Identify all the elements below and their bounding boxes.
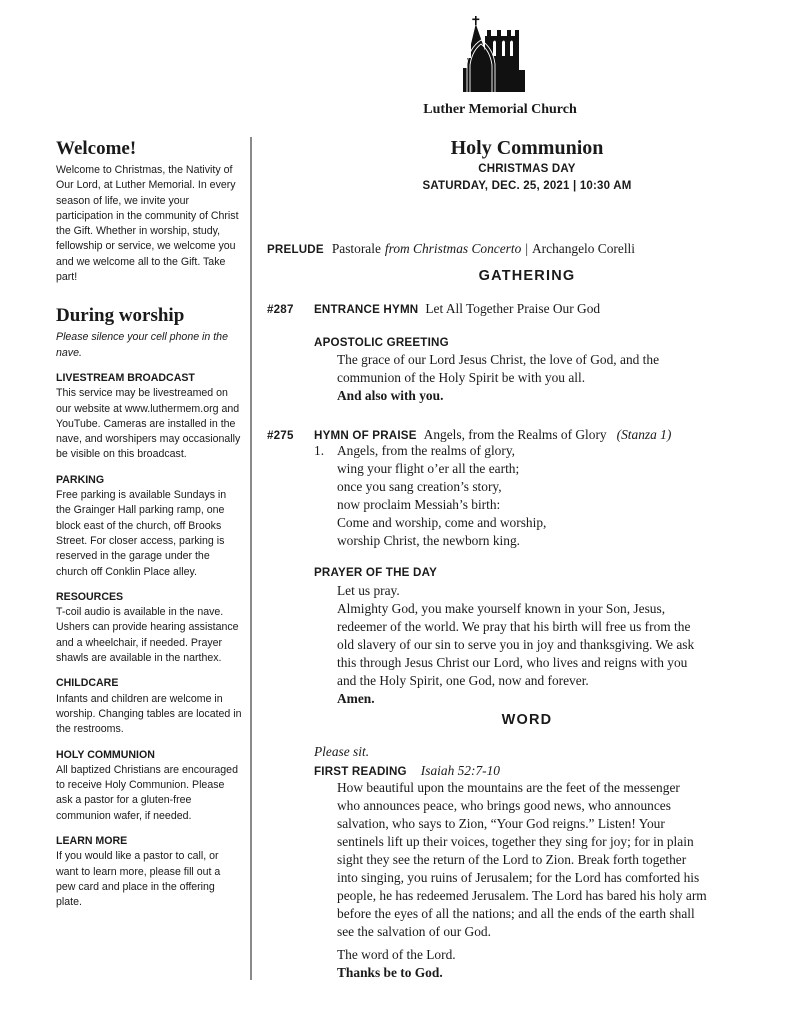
prayer-line: and the Holy Spirit, one God, now and forever. xyxy=(337,673,589,688)
info-block-text: Infants and children are welcome in worship. Changing tables are located in the restrooms. xyxy=(56,692,242,736)
church-name: Luther Memorial Church xyxy=(423,102,577,117)
info-block-text: T-coil audio is available in the nave. Ushers can provide hearing assistance and a wheelchair, if needed. Prayer shawls are available in the narthex. xyxy=(56,606,239,665)
info-block-childcare xyxy=(56,676,242,737)
prelude-piece: Pastorale xyxy=(331,241,381,256)
reading-line: into singing, you ruins of Jerusalem; for the Lord has comforted his xyxy=(337,870,700,885)
entrance-hymn-title: Let All Together Praise Our God xyxy=(425,301,601,316)
sidebar xyxy=(56,138,242,910)
section-gathering: GATHERING xyxy=(478,268,576,284)
service-date: SATURDAY, DEC. 25, 2021 | 10:30 AM xyxy=(422,180,632,192)
service-subtitle: CHRISTMAS DAY xyxy=(478,163,576,175)
hymn-line: Angels, from the realms of glory, xyxy=(337,443,516,458)
church-building-icon xyxy=(459,14,533,94)
first-reading-reference: Isaiah 52:7-10 xyxy=(420,763,501,778)
greeting-line: communion of the Holy Spirit be with you all. xyxy=(337,370,586,385)
prelude-label: PRELUDE xyxy=(267,243,324,256)
info-block-title: LEARN MORE xyxy=(56,834,128,847)
section-word: WORD xyxy=(501,712,553,728)
prayer-line: redeemer of the world. We pray that his birth will free us from the xyxy=(337,619,691,634)
first-reading-text xyxy=(337,779,727,982)
stanza-number: 1. xyxy=(314,443,325,458)
hymn-line: Come and worship, come and worship, xyxy=(337,515,547,530)
prayer-line: this through Jesus Christ our Lord, who lives and reigns with you xyxy=(337,655,688,670)
reading-line: see the salvation of our God. xyxy=(337,924,491,939)
service-title: Holy Communion xyxy=(450,137,604,159)
reading-line: sentinels lift up their voices, together they sing for joy; for in plain xyxy=(337,834,694,849)
silence-phone-note: Please silence your cell phone in the nave. xyxy=(56,331,228,359)
info-block-holy-communion xyxy=(56,748,242,824)
info-block-title: LIVESTREAM BROADCAST xyxy=(56,371,195,384)
prayer-line: Almighty God, you make yourself known in your Son, Jesus, xyxy=(337,601,666,616)
info-block-parking xyxy=(56,473,242,580)
sit-instruction: Please sit. xyxy=(314,744,370,759)
hymn-line: worship Christ, the newborn king. xyxy=(337,533,520,548)
first-reading-label: FIRST READING xyxy=(314,765,407,778)
hymn-number: #287 xyxy=(267,303,294,316)
greeting-label: APOSTOLIC GREETING xyxy=(314,336,449,349)
prayer-line: old slavery of our sin to serve you in joy and thanksgiving. We ask xyxy=(337,637,695,652)
hymn-line: once you sang creation’s story, xyxy=(337,479,502,494)
prayer-intro: Let us pray. xyxy=(337,583,400,598)
hymn-of-praise-label: HYMN OF PRAISE xyxy=(314,429,417,442)
greeting-text xyxy=(337,351,727,405)
column-divider xyxy=(250,137,252,980)
welcome-text: Welcome to Christmas, the Nativity of Our Lord, at Luther Memorial. In every season of life, we invite your participation in the community of Christ the Gift. Whether in worship, study, fellowship or service, we welcome you and we welcome all to the Gift. Take part! xyxy=(56,164,239,284)
reading-line: who announces peace, who brings good news, who announces xyxy=(337,798,671,813)
info-block-livestream xyxy=(56,371,242,463)
info-block-title: HOLY COMMUNION xyxy=(56,748,155,761)
greeting-line: The grace of our Lord Jesus Christ, the love of God, and the xyxy=(337,352,660,367)
info-block-title: CHILDCARE xyxy=(56,677,119,690)
info-block-text: This service may be livestreamed on our website at www.luthermem.org and YouTube. Cameras are installed in the nave, and worshipers may occasionally be visible on this broadcast. xyxy=(56,387,241,461)
info-block-text: If you would like a pastor to call, or want to learn more, please fill out a pew card and place in the offering plate. xyxy=(56,850,221,909)
info-block-resources xyxy=(56,590,242,666)
hymn-stanza-text xyxy=(337,442,727,550)
prelude-row xyxy=(267,240,635,258)
info-block-text: Free parking is available Sundays in the Grainger Hall parking ramp, one block east of the church, off Brooks Street. For closer access, parking is reserved in the garage under the church off Conklin Place alley. xyxy=(56,489,227,578)
prelude-separator: | xyxy=(525,241,528,256)
info-block-text: All baptized Christians are encouraged to receive Holy Communion. Please ask a pastor for a gluten-free communion wafer, if needed. xyxy=(56,763,238,822)
reading-response: Thanks be to God. xyxy=(337,965,443,980)
info-block-title: PARKING xyxy=(56,473,105,486)
entrance-hymn-row xyxy=(267,300,600,318)
hymn-number: #275 xyxy=(267,429,294,442)
prayer-label: PRAYER OF THE DAY xyxy=(314,566,438,579)
hymn-line: now proclaim Messiah’s birth: xyxy=(337,497,501,512)
hymn-of-praise-title: Angels, from the Realms of Glory xyxy=(423,427,607,442)
first-reading-row xyxy=(314,762,500,780)
reading-line: before the eyes of all the nations; and all the ends of the earth shall xyxy=(337,906,695,921)
greeting-response: And also with you. xyxy=(337,388,444,403)
prelude-composer: Archangelo Corelli xyxy=(532,241,635,256)
info-block-title: RESOURCES xyxy=(56,590,124,603)
hymn-stanza-note: (Stanza 1) xyxy=(616,427,672,442)
reading-line: people, he has redeemed Jerusalem. The Lord has bared his holy arm xyxy=(337,888,707,903)
prayer-response: Amen. xyxy=(337,691,375,706)
welcome-heading: Welcome! xyxy=(56,138,137,159)
prayer-text xyxy=(337,582,727,708)
info-block-learn-more xyxy=(56,834,242,910)
during-worship-heading: During worship xyxy=(56,305,185,327)
reading-line: sight they see the return of the Lord to Zion. Break forth together xyxy=(337,852,687,867)
prelude-from: from Christmas Concerto xyxy=(384,241,522,256)
reading-closing: The word of the Lord. xyxy=(337,947,456,962)
reading-line: salvation, who says to Zion, “Your God reigns.” Listen! Your xyxy=(337,816,665,831)
entrance-hymn-label: ENTRANCE HYMN xyxy=(314,303,419,316)
hymn-line: wing your flight o’er all the earth; xyxy=(337,461,520,476)
reading-line: How beautiful upon the mountains are the feet of the messenger xyxy=(337,780,680,795)
